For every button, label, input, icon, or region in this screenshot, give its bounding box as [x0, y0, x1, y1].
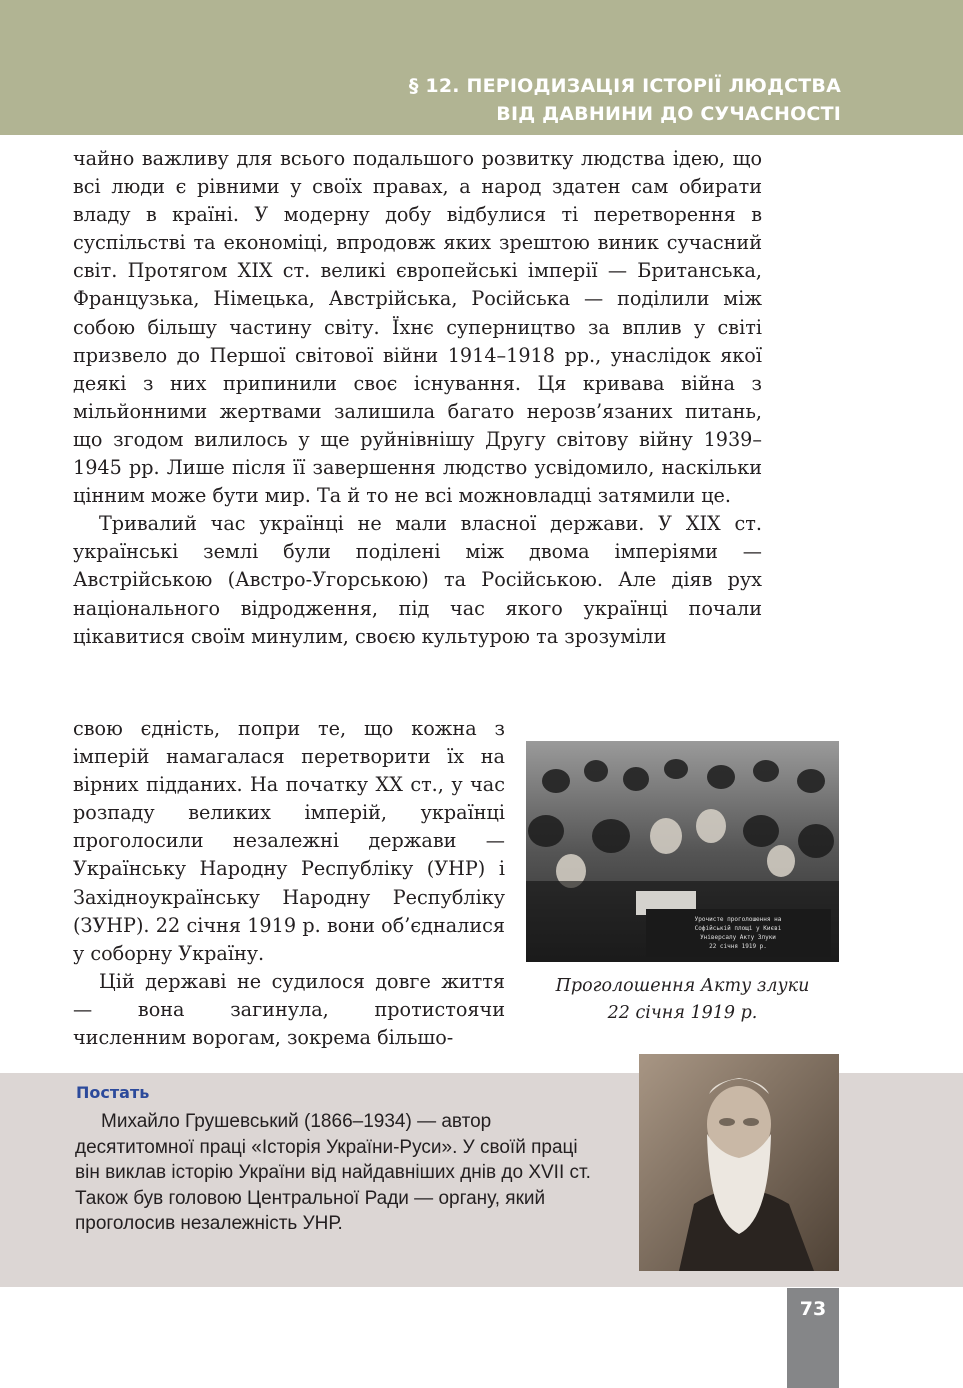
postat-paragraph: Михайло Грушевський (1866–1934) — автор десятитомної праці «Історія України-Руси». У своїй праці він виклав історію України від найдавніших днів до XVII ст. Також був головою Центральної Ради — органу, який проголосив незалежність УНР.: [75, 1111, 591, 1234]
page-number: 73: [799, 1298, 827, 1320]
act-of-unity-photo: [526, 741, 839, 962]
paragraph-2: Тривалий час українці не мали власної держави. У XIX ст. українські землі були поділені між двома імперіями — Австрійською (Австро-Угорською) та Російською. Але діяв рух національного відродження, під час якого українці почали цікавитися своїм минулим, своєю культурою та зрозуміли: [73, 512, 762, 648]
postat-heading: Постать: [76, 1083, 150, 1102]
crowd-photo-illustration: [526, 741, 839, 962]
svg-text:Софійській площі у Києві: Софійській площі у Києві: [694, 925, 782, 932]
caption-line1: Проголошення Акту злуки: [555, 976, 810, 996]
main-text-wide: [73, 145, 762, 651]
svg-text:Універсалу Акту Злуки: Універсалу Акту Злуки: [700, 934, 776, 941]
section-title-line2: ВІД ДАВНИНИ ДО СУЧАСНОСТІ: [496, 103, 841, 125]
postat-text: [75, 1109, 595, 1237]
paragraph-2-continued: свою єдність, попри те, що кожна з імперій намагалася перетворити їх на вірних підданих. На початку XX ст., у час розпаду великих імперій, українці проголосили незалежні держави — Українську Народну Республіку (УНР) і Західноукраїнську Народну Республіку (ЗУНР). 22 січня 1919 р. вони об’єдналися у соборну Україну.: [73, 717, 505, 965]
page-number-tab: [787, 1288, 839, 1388]
hrushevsky-portrait: [639, 1054, 839, 1271]
paragraph-1: чайно важливу для всього подальшого розвитку людства ідею, що всі люди є рівними у своїх правах, а народ здатен сам обирати владу в країні. У модерну добу відбулися ті перетворення в суспільстві та економіці, впродовж яких зрештою виник сучасний світ. Протягом XIX ст. великі європейські імперії — Британська, Французька, Німецька, Австрійська, Російська — поділили між собою більшу частину світу. Їхнє суперництво за вплив у світі призвело до Першої світової війни 1914–1918 рр., унаслідок якої деякі з них припинили своє існування. Ця кривава війна з мільйонними жертвами залишила багато нерозв’язаних питань, що згодом вилилось у ще руйнівнішу Другу світову війну 1939–1945 рр. Лише після її завершення людство усвідомило, наскільки цінним може бути мир. Та й то не всі можновладці затямили це.: [73, 147, 762, 508]
portrait-illustration: [639, 1054, 839, 1271]
caption-line2: 22 січня 1919 р.: [607, 1003, 758, 1023]
svg-text:Урочисте проголошення на: Урочисте проголошення на: [694, 916, 782, 923]
section-title: [409, 72, 841, 128]
svg-text:22 січня 1919 р.: 22 січня 1919 р.: [709, 943, 767, 950]
section-title-line1: § 12. ПЕРІОДИЗАЦІЯ ІСТОРІЇ ЛЮДСТВА: [408, 75, 841, 97]
photo-caption: [526, 973, 839, 1027]
main-text-narrow: [73, 715, 505, 1052]
paragraph-3: Цій державі не судилося довге життя — вона загинула, протистоячи численним ворогам, зокрема більшо-: [73, 969, 505, 1050]
